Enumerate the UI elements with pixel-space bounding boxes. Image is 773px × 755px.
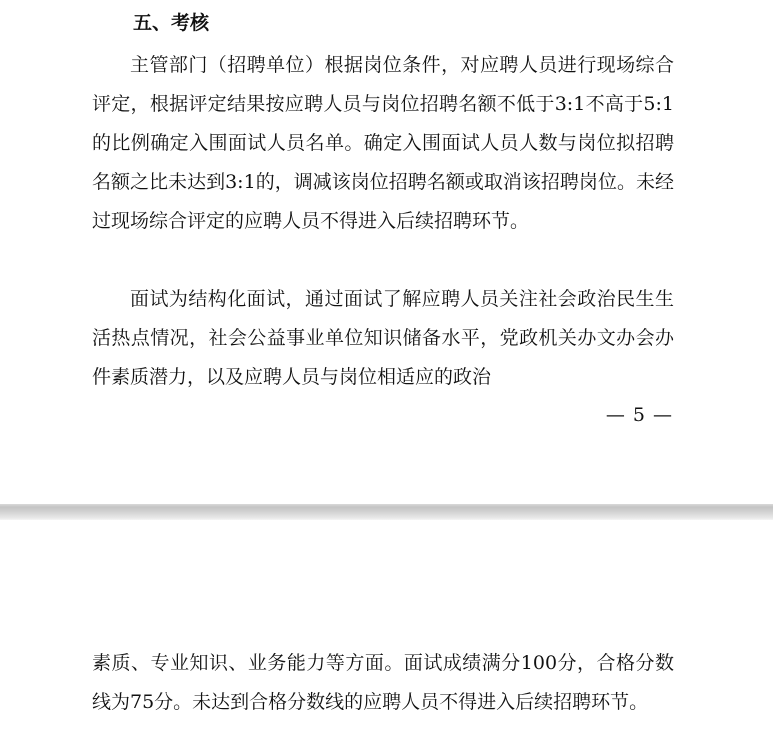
document-page-6 [0,520,773,755]
page-number: — 5 — [605,404,673,426]
interview-paragraph: 面试为结构化面试，通过面试了解应聘人员关注社会政治民生生活热点情况，社会公益事业单位知识储备水平，党政机关办文办会办件素质潜力，以及应聘人员与岗位相适应的政治 [92,288,674,388]
section-heading: 五、考核 [133,12,210,34]
assessment-paragraph: 主管部门（招聘单位）根据岗位条件，对应聘人员进行现场综合评定，根据评定结果按应聘人员与岗位招聘名额不低于3:1不高于5:1的比例确定入围面试人员名单。确定入围面试人员人数与岗位拟招聘名额之比未达到3:1的，调减该岗位招聘名额或取消该招聘岗位。未经过现场综合评定的应聘人员不得进入后续招聘环节。 [92,54,674,232]
page-separator [0,504,773,520]
interview-continuation-paragraph: 素质、专业知识、业务能力等方面。面试成绩满分100分，合格分数线为75分。未达到合格分数线的应聘人员不得进入后续招聘环节。 [92,652,674,713]
